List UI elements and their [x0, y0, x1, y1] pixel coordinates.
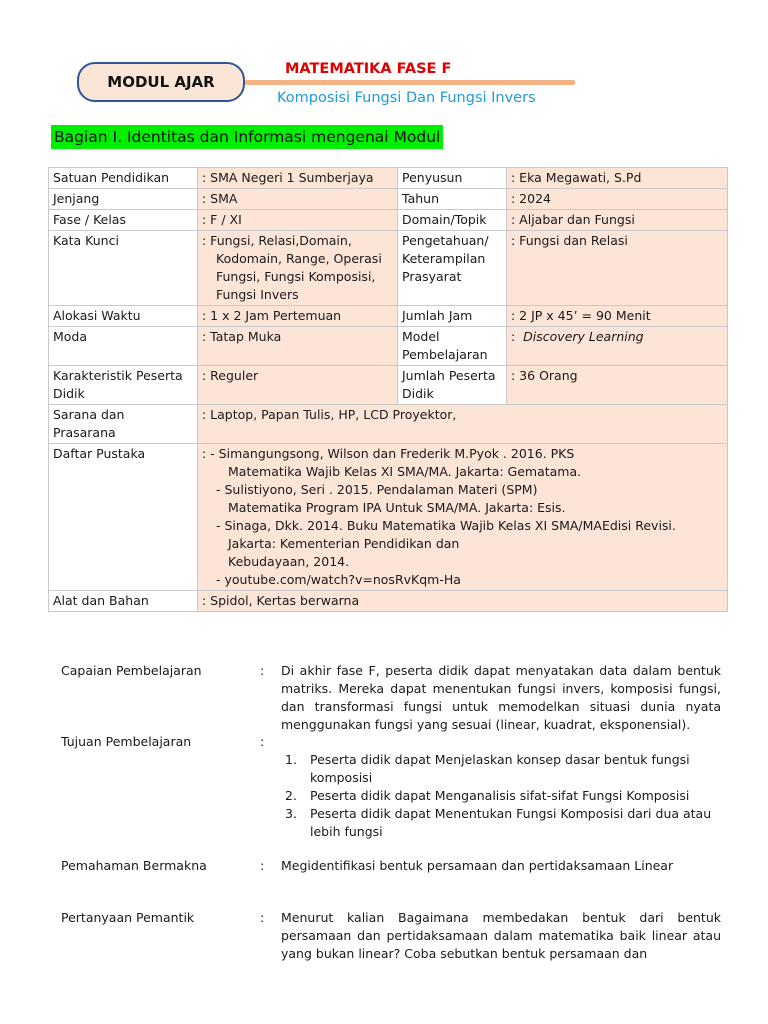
label-line: Prasyarat [402, 269, 462, 284]
label-cell: Alat dan Bahan [49, 591, 198, 612]
table-row [49, 366, 728, 405]
value-cell: : 2024 [507, 189, 728, 210]
colon-prefix: : [511, 329, 524, 344]
table-row [49, 405, 728, 444]
section-label: Pemahaman Bermakna [61, 858, 207, 873]
label-cell: Tahun [398, 189, 507, 210]
bibliography-line: Jakarta: Kementerian Pendidikan dan [228, 536, 460, 551]
label-cell: Penyusun [398, 168, 507, 189]
list-text: Peserta didik dapat Menganalisis sifat-sifat Fungsi Komposisi [310, 788, 690, 803]
list-number: 2. [285, 788, 297, 803]
label-cell: Alokasi Waktu [49, 306, 198, 327]
label-line: Pengetahuan/ [402, 233, 489, 248]
section-text: Menurut kalian Bagaimana membedakan bentuk dari bentuk persamaan dan pertidaksamaan dalam matematika baik linear atau yang bukan linear? Coba sebutkan bentuk persamaan dan [281, 910, 721, 961]
subject-title: MATEMATIKA FASE F [285, 61, 452, 77]
keyword-line: Fungsi, Fungsi Komposisi, [216, 269, 376, 284]
bibliography-line: Matematika Program IPA Untuk SMA/MA. Jakarta: Esis. [228, 500, 566, 515]
colon: : [260, 734, 265, 749]
goal-list [283, 751, 723, 841]
table-row [49, 189, 728, 210]
keyword-line: Kodomain, Range, Operasi [216, 251, 382, 266]
value-cell: : 2 JP x 45’ = 90 Menit [507, 306, 728, 327]
label-line: Sarana dan [53, 407, 125, 422]
value-cell: : F / XI [198, 210, 398, 231]
module-info-table [48, 167, 728, 612]
label-cell: Daftar Pustaka [49, 444, 198, 591]
label-cell: Jenjang [49, 189, 198, 210]
table-row [49, 231, 728, 306]
bibliography-cell [198, 444, 728, 591]
label-line: Karakteristik Peserta [53, 368, 183, 383]
modul-ajar-badge: MODUL AJAR [77, 62, 245, 102]
list-item [283, 805, 723, 841]
list-number: 1. [285, 752, 297, 767]
value-cell [507, 327, 728, 366]
section-label: Capaian Pembelajaran [61, 663, 202, 678]
list-item [283, 751, 723, 787]
value-cell: : SMA [198, 189, 398, 210]
bibliography-line: - Sinaga, Dkk. 2014. Buku Matematika Wajib Kelas XI SMA/MAEdisi Revisi. [216, 518, 676, 533]
label-line: Pembelajaran [402, 347, 488, 362]
value-cell: : Aljabar dan Fungsi [507, 210, 728, 231]
section-capaian [61, 662, 728, 734]
list-number: 3. [285, 806, 297, 821]
section-tujuan [61, 733, 728, 843]
value-cell: : Fungsi dan Relasi [507, 231, 728, 306]
colon: : [260, 858, 265, 873]
topic-title: Komposisi Fungsi Dan Fungsi Invers [277, 90, 536, 106]
label-line: Didik [402, 386, 434, 401]
section-label: Pertanyaan Pemantik [61, 910, 195, 925]
bibliography-line: Kebudayaan, 2014. [228, 554, 350, 569]
list-item [283, 787, 723, 805]
table-row [49, 444, 728, 591]
label-cell: Satuan Pendidikan [49, 168, 198, 189]
table-row [49, 591, 728, 612]
label-cell [49, 405, 198, 444]
label-cell [398, 327, 507, 366]
section-text: Megidentifikasi bentuk persamaan dan pertidaksamaan Linear [281, 858, 674, 873]
value-cell: : SMA Negeri 1 Sumberjaya [198, 168, 398, 189]
section-text: Di akhir fase F, peserta didik dapat menyatakan data dalam bentuk matriks. Mereka dapat menentukan fungsi invers, komposisi fungsi, dan transformasi fungsi untuk memodelkan situasi dunia nyata menggunakan fungsi yang sesuai (linear, kuadrat, eksponensial). [281, 663, 721, 732]
table-row [49, 210, 728, 231]
label-line: Model [402, 329, 440, 344]
label-line: Keterampilan [402, 251, 486, 266]
table-row [49, 168, 728, 189]
bibliography-line: - youtube.com/watch?v=nosRvKqm-Ha [216, 572, 461, 587]
list-text: Peserta didik dapat Menentukan Fungsi Komposisi dari dua atau lebih fungsi [310, 806, 712, 839]
colon: : [260, 910, 265, 925]
value-cell: : Spidol, Kertas berwarna [198, 591, 728, 612]
value-cell: : 36 Orang [507, 366, 728, 405]
table-row [49, 306, 728, 327]
label-line: Prasarana [53, 425, 116, 440]
header-divider [245, 80, 575, 85]
value-cell: : 1 x 2 Jam Pertemuan [198, 306, 398, 327]
bibliography-line: - Sulistiyono, Seri . 2015. Pendalaman Materi (SPM) [216, 482, 538, 497]
section-title: Bagian I. Identitas dan Informasi mengenai Modul [51, 125, 443, 149]
table-row [49, 327, 728, 366]
label-cell: Jumlah Jam [398, 306, 507, 327]
section-pertanyaan [61, 909, 728, 965]
value-cell: : Eka Megawati, S.Pd [507, 168, 728, 189]
label-cell [398, 366, 507, 405]
label-cell: Kata Kunci [49, 231, 198, 306]
value-cell: : Laptop, Papan Tulis, HP, LCD Proyektor, [198, 405, 728, 444]
label-line: Didik [53, 386, 85, 401]
section-pemahaman [61, 857, 728, 877]
label-cell: Moda [49, 327, 198, 366]
list-text: Peserta didik dapat Menjelaskan konsep dasar bentuk fungsi komposisi [310, 752, 690, 785]
label-cell [49, 366, 198, 405]
label-cell [398, 231, 507, 306]
label-line: Jumlah Peserta [402, 368, 496, 383]
value-cell: : Tatap Muka [198, 327, 398, 366]
bibliography-line: : - Simangungsong, Wilson dan Frederik M.Pyok . 2016. PKS [202, 446, 575, 461]
section-label: Tujuan Pembelajaran [61, 734, 192, 749]
colon: : [260, 663, 265, 678]
learning-model-value: Discovery Learning [523, 329, 644, 344]
value-cell: : Reguler [198, 366, 398, 405]
value-cell [198, 231, 398, 306]
keyword-line: : Fungsi, Relasi,Domain, [202, 233, 352, 248]
label-cell: Domain/Topik [398, 210, 507, 231]
bibliography-line: Matematika Wajib Kelas XI SMA/MA. Jakarta: Gematama. [228, 464, 582, 479]
keyword-line: Fungsi Invers [216, 287, 299, 302]
label-cell: Fase / Kelas [49, 210, 198, 231]
